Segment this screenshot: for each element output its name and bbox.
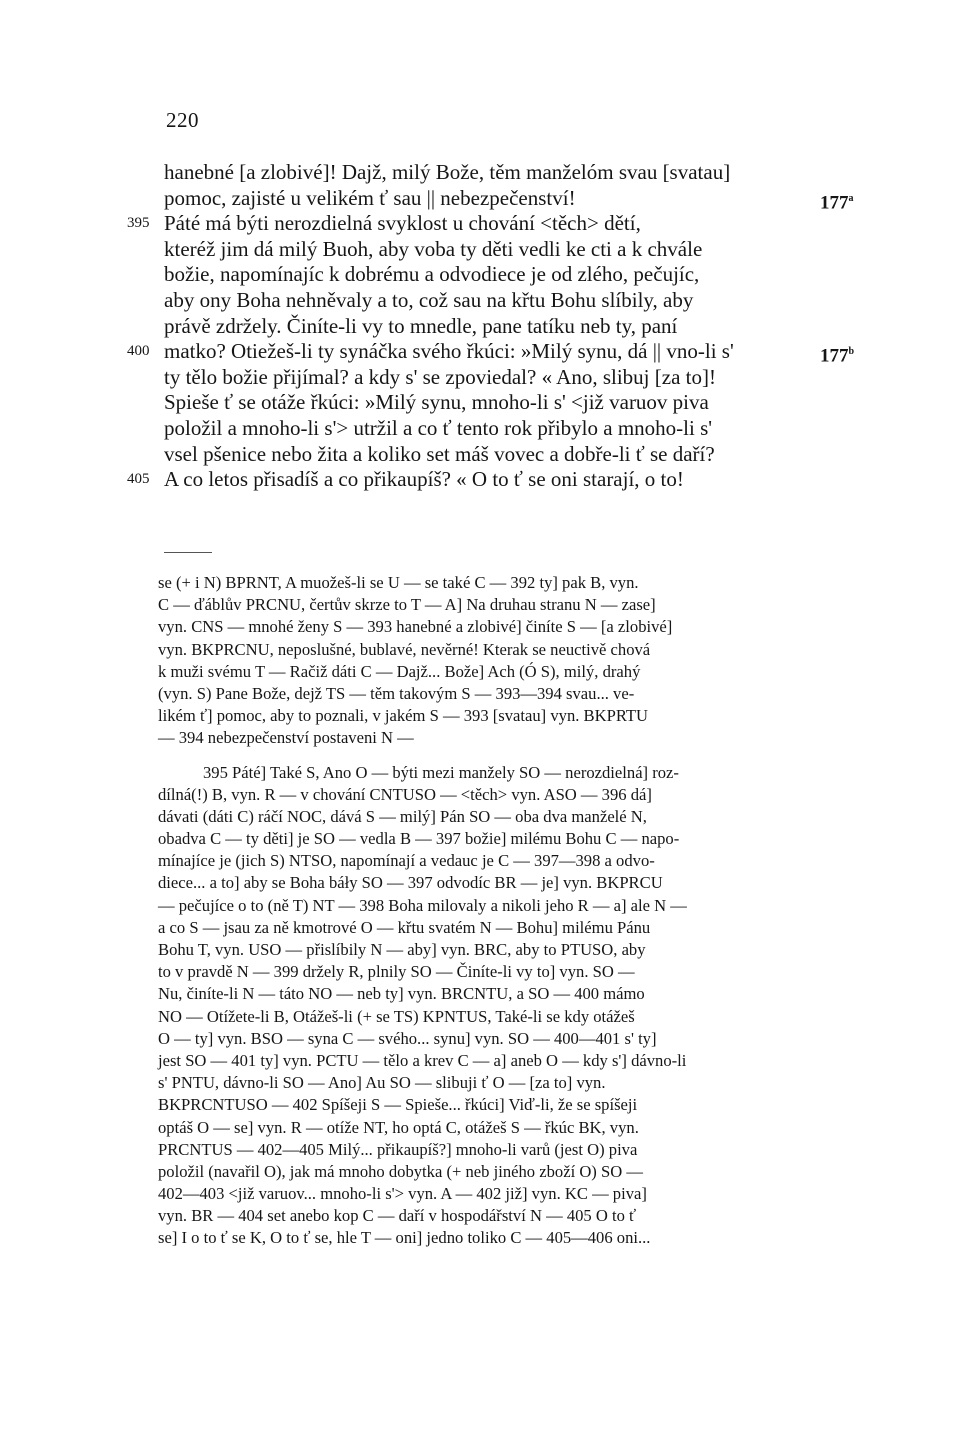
line-text: aby ony Boha nehněvaly a to, což sau na křtu Bohu slíbily, aby xyxy=(164,287,694,312)
apparatus-line: — 394 nebezpečenství postaveni N — xyxy=(158,728,414,748)
line-text: ty tělo božie přijímal? a kdy s' se zpoviedal? « Ano, slibuj [za to]! xyxy=(164,364,716,389)
line-text: vsel pšenice nebo žita a koliko set máš vovec a dobře-li ť se daří? xyxy=(164,441,715,466)
apparatus-line: vyn. CNS — mnohé ženy S — 393 hanebné a zlobivé] činíte S — [a zlobivé] xyxy=(158,617,673,637)
line-text: matko? Otiežeš-li ty synáčka svého řkúci: »Milý synu, dá || vno-li s' xyxy=(164,339,734,364)
line-text: Páté má býti nerozdielná svyklost u chování <těch> dětí, xyxy=(164,211,641,236)
text-line xyxy=(0,211,960,237)
text-line xyxy=(0,365,960,391)
apparatus-line: 395 Páté] Také S, Ano O — býti mezi manžely SO — nerozdielná] roz- xyxy=(203,762,679,782)
line-text: A co letos přisadíš a co přikaupíš? « O to ť se oni starají, o to! xyxy=(164,467,684,492)
footnote-divider xyxy=(164,552,212,553)
line-text: Spieše ť se otáže řkúci: »Milý synu, mnoho-li s' <již varuov piva xyxy=(164,390,709,415)
apparatus-line: optáš O — se] vyn. R — otíže NT, ho optá C, otážeš S — řkúc BK, vyn. xyxy=(158,1117,639,1137)
apparatus-line: dílná(!) B, vyn. R — v chování CNTUSO — <těch> vyn. ASO — 396 dá] xyxy=(158,784,652,804)
apparatus-line: položil (navařil O), jak má mnoho dobytka (+ neb jiného zboží O) SO — xyxy=(158,1161,643,1181)
apparatus-line: vyn. BKPRCNU, neposlušné, bublavé, nevěrné! Kterak se neuctivě chová xyxy=(158,639,651,659)
apparatus-line: a co S — jsau za ně kmotrové O — křtu svatém N — Bohu] milému Pánu xyxy=(158,917,651,937)
apparatus-line: O — ty] vyn. BSO — syna C — svého... synu] vyn. SO — 400—401 s' ty] xyxy=(158,1028,657,1048)
apparatus-line: dávati (dáti C) ráčí NOC, dává S — milý] Pán SO — oba dva manželé N, xyxy=(158,806,647,826)
text-line xyxy=(0,314,960,340)
text-line xyxy=(0,288,960,314)
line-text: hanebné [a zlobivé]! Dajž, milý Bože, těm manželóm svau [svatau] xyxy=(164,160,731,184)
apparatus-line: — pečujíce o to (ně T) NT — 398 Boha milovaly a nikoli jeho R — a] ale N — xyxy=(158,895,687,915)
folio-side: b xyxy=(848,346,855,358)
text-line xyxy=(0,442,960,468)
line-text: pomoc, zajisté u velikém ť sau || nebezpečenství! xyxy=(164,185,576,210)
apparatus-line: BKPRCNTUSO — 402 Spíšeji S — Spieše... řkúci] Viď-li, že se spíšeji xyxy=(158,1095,638,1115)
apparatus-line: PRCNTUS — 402—405 Milý... přikaupíš?] mnoho-li varů (jest O) piva xyxy=(158,1139,638,1159)
line-text: božie, napomínajíc k dobrému a odvodiece je od zlého, pečujíc, xyxy=(164,262,700,287)
apparatus-line: 402—403 <již varuov... mnoho-li s'> vyn. A — 402 již] vyn. KC — piva] xyxy=(158,1184,647,1204)
text-line xyxy=(0,339,960,365)
text-line xyxy=(0,262,960,288)
text-line xyxy=(0,467,960,493)
folio-number: 177 xyxy=(820,191,849,213)
apparatus-line: Bohu T, vyn. USO — přislíbily N — aby] vyn. BRC, aby to PTUSO, aby xyxy=(158,940,646,959)
apparatus-line: s' PNTU, dávno-li SO — Ano] Au SO — slibuji ť O — [za to] vyn. xyxy=(158,1073,606,1093)
text-line xyxy=(0,186,960,212)
apparatus-line: likém ť] pomoc, aby to poznali, v jakém S — 393 [svatau] vyn. BKPRTU xyxy=(158,706,649,726)
line-text: právě zdržely. Činíte-li vy to mnedle, pane tatíku neb ty, paní xyxy=(164,313,678,338)
folio-number: 177 xyxy=(820,345,849,367)
critical-apparatus xyxy=(0,572,960,1250)
apparatus-gap xyxy=(0,750,960,762)
apparatus-line: jest SO — 401 ty] vyn. PCTU — tělo a krev C — a] aneb O — kdy s'] dávno-li xyxy=(158,1050,687,1070)
apparatus-line: obadva C — ty děti] je SO — vedla B — 397 božie] milému Bohu C — napo- xyxy=(158,829,680,849)
text-line xyxy=(0,160,960,186)
apparatus-line: C — ďáblův PRCNU, čertův skrze to T — A] Na druhau stranu N — zase] xyxy=(158,595,656,615)
page-number: 220 xyxy=(166,108,199,132)
text-line xyxy=(0,390,960,416)
apparatus-line: Nu, činíte-li N — táto NO — neb ty] vyn. BRCNTU, a SO — 400 mámo xyxy=(158,984,645,1004)
apparatus-line: diece... a to] aby se Boha báły SO — 397 odvodíc BR — je] vyn. BKPRCU xyxy=(158,873,663,893)
apparatus-line: mínajíce je (jich S) NTSO, napomínají a vedauc je C — 397—398 a odvo- xyxy=(158,851,655,871)
apparatus-line: k muži svému T — Račiž dáti C — Dajž... Bože] Ach (Ó S), milý, drahý xyxy=(158,661,641,681)
text-line xyxy=(0,237,960,263)
line-number: 405 xyxy=(127,471,150,488)
line-number: 400 xyxy=(127,343,150,360)
line-text: položil a mnoho-li s'> utržil a co ť tento rok přibylo a mnoho-li s' xyxy=(164,415,713,440)
main-text xyxy=(0,160,960,493)
folio-side: a xyxy=(848,192,854,204)
line-number: 395 xyxy=(127,215,150,232)
apparatus-line: NO — Otížete-li B, Otážeš-li (+ se TS) KPNTUS, Také-li se kdy otážeš xyxy=(158,1006,635,1026)
text-line xyxy=(0,416,960,442)
apparatus-line: (vyn. S) Pane Bože, dejž TS — těm takovým S — 393—394 svau... ve- xyxy=(158,683,635,703)
line-text: kteréž jim dá milý Buoh, aby voba ty děti vedli ke cti a k chvále xyxy=(164,236,703,261)
apparatus-line: se] I o to ť se K, O to ť se, hle T — oni] jedno toliko C — 405—406 oni... xyxy=(158,1228,651,1248)
apparatus-line: se (+ i N) BPRNT, A muožeš-li se U — se také C — 392 ty] pak B, vyn. xyxy=(158,573,639,592)
apparatus-line: to v pravdě N — 399 držely R, plnily SO — Činíte-li vy to] vyn. SO — xyxy=(158,962,635,982)
apparatus-line: vyn. BR — 404 set anebo kop C — daří v hospodářství N — 405 O to ť xyxy=(158,1206,637,1226)
